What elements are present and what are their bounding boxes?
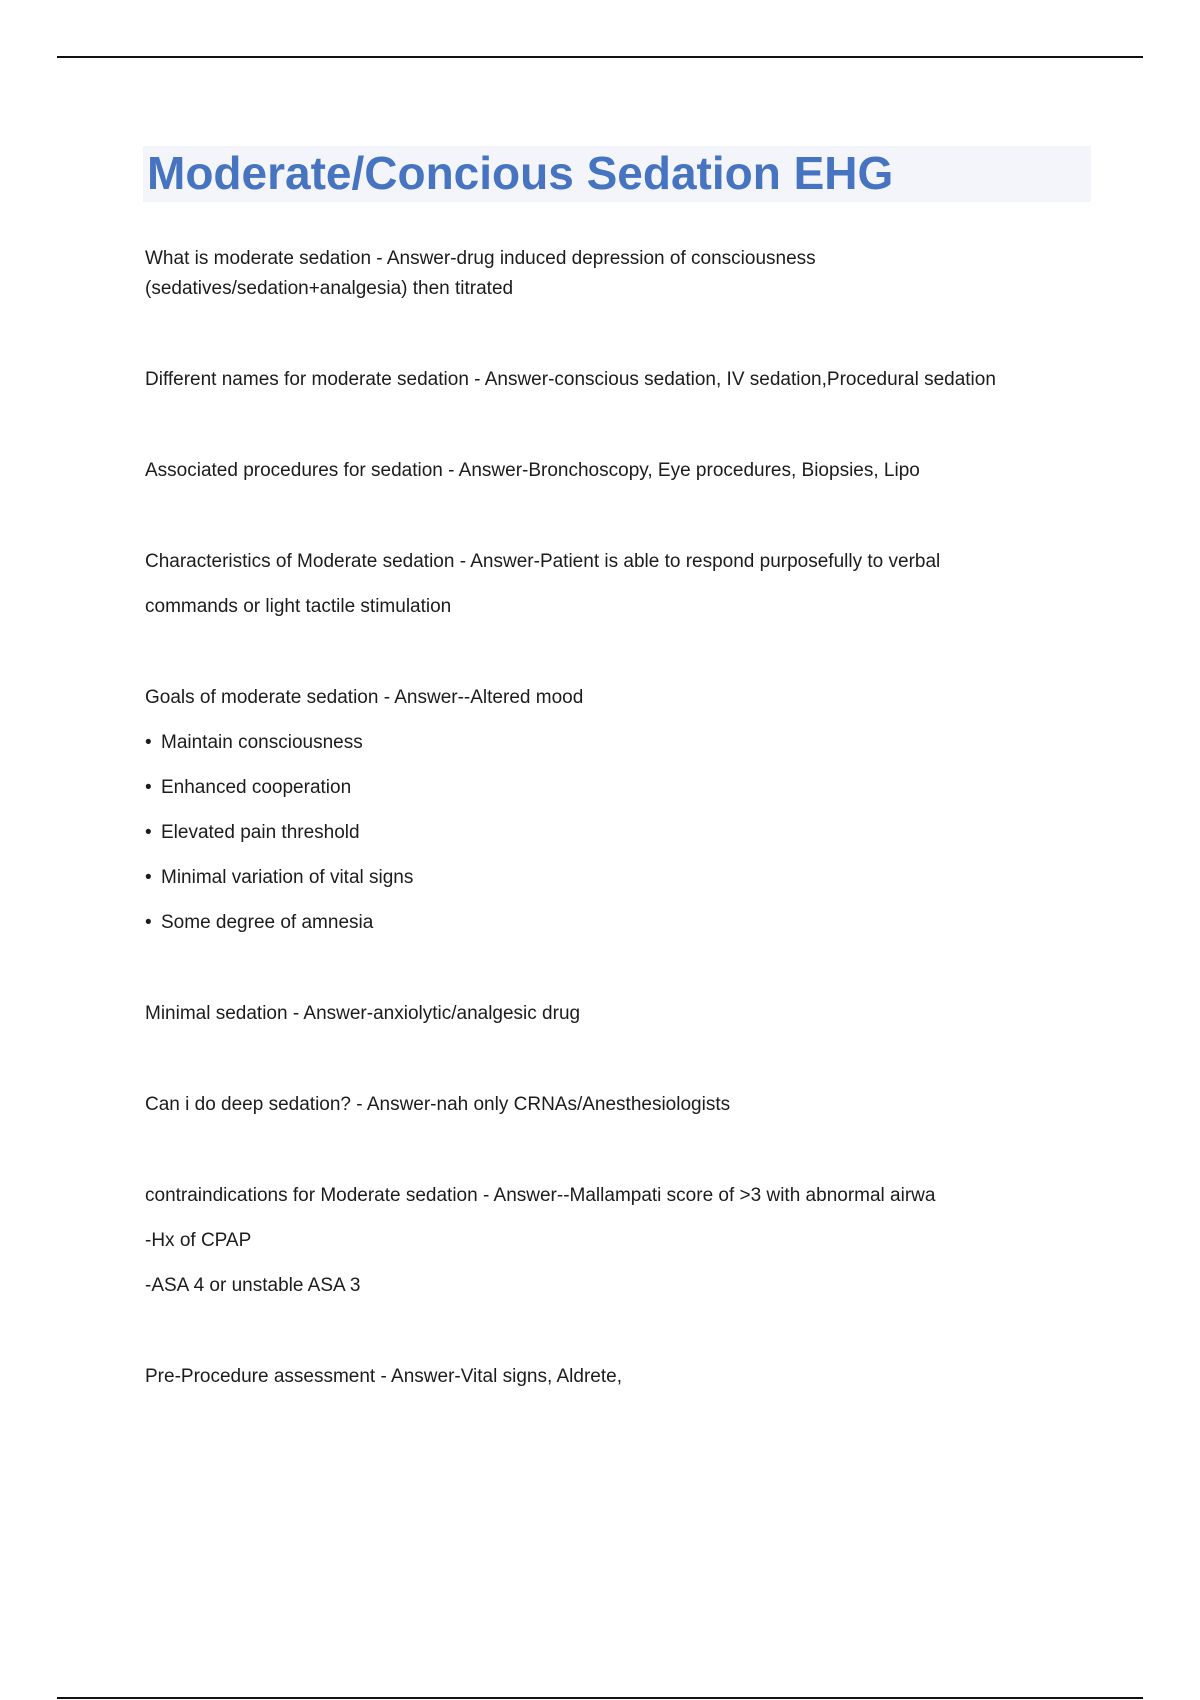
qa-line: commands or light tactile stimulation bbox=[145, 596, 452, 617]
top-rule bbox=[57, 56, 1143, 58]
bullet-icon: • bbox=[145, 867, 152, 888]
bullet-icon: • bbox=[145, 822, 152, 843]
qa-entry bbox=[145, 244, 1125, 304]
qa-content bbox=[145, 244, 1125, 1453]
qa-line: Goals of moderate sedation - Answer--Altered mood bbox=[145, 687, 584, 708]
qa-line: contraindications for Moderate sedation - Answer--Mallampati score of >3 with abnormal airwa bbox=[145, 1185, 936, 1206]
bullet-item bbox=[145, 908, 1125, 938]
qa-line: What is moderate sedation - Answer-drug induced depression of consciousness bbox=[145, 248, 816, 269]
bullet-icon: • bbox=[145, 732, 152, 753]
qa-entry bbox=[145, 547, 1125, 622]
bullet-text: Enhanced cooperation bbox=[161, 777, 352, 798]
qa-line: Pre-Procedure assessment - Answer-Vital signs, Aldrete, bbox=[145, 1366, 622, 1387]
qa-entry bbox=[145, 1090, 1125, 1120]
qa-entry bbox=[145, 1181, 1125, 1301]
bullet-text: Some degree of amnesia bbox=[161, 912, 374, 933]
qa-line: Characteristics of Moderate sedation - Answer-Patient is able to respond purposefully to verbal bbox=[145, 551, 941, 572]
qa-entry bbox=[145, 683, 1125, 938]
bullet-icon: • bbox=[145, 777, 152, 798]
qa-entry bbox=[145, 456, 1125, 486]
qa-line: (sedatives/sedation+analgesia) then titrated bbox=[145, 278, 514, 299]
bullet-text: Elevated pain threshold bbox=[161, 822, 360, 843]
qa-line: Associated procedures for sedation - Answer-Bronchoscopy, Eye procedures, Biopsies, Lipo bbox=[145, 460, 920, 481]
qa-line: Minimal sedation - Answer-anxiolytic/analgesic drug bbox=[145, 1003, 581, 1024]
bullet-item bbox=[145, 728, 1125, 758]
bullet-item bbox=[145, 818, 1125, 848]
bullet-text: Maintain consciousness bbox=[161, 732, 363, 753]
qa-entry bbox=[145, 1362, 1125, 1392]
qa-entry bbox=[145, 999, 1125, 1029]
bullet-text: Minimal variation of vital signs bbox=[161, 867, 414, 888]
qa-line: Different names for moderate sedation - Answer-conscious sedation, IV sedation,Procedural sedation bbox=[145, 369, 996, 390]
bottom-rule bbox=[57, 1697, 1143, 1699]
bullet-icon: • bbox=[145, 912, 152, 933]
bullet-item bbox=[145, 863, 1125, 893]
page-title: Moderate/Concious Sedation EHG bbox=[147, 147, 894, 199]
qa-line: -ASA 4 or unstable ASA 3 bbox=[145, 1275, 361, 1296]
qa-line: Can i do deep sedation? - Answer-nah only CRNAs/Anesthesiologists bbox=[145, 1094, 731, 1115]
qa-line: -Hx of CPAP bbox=[145, 1230, 252, 1251]
qa-entry bbox=[145, 365, 1125, 395]
bullet-item bbox=[145, 773, 1125, 803]
